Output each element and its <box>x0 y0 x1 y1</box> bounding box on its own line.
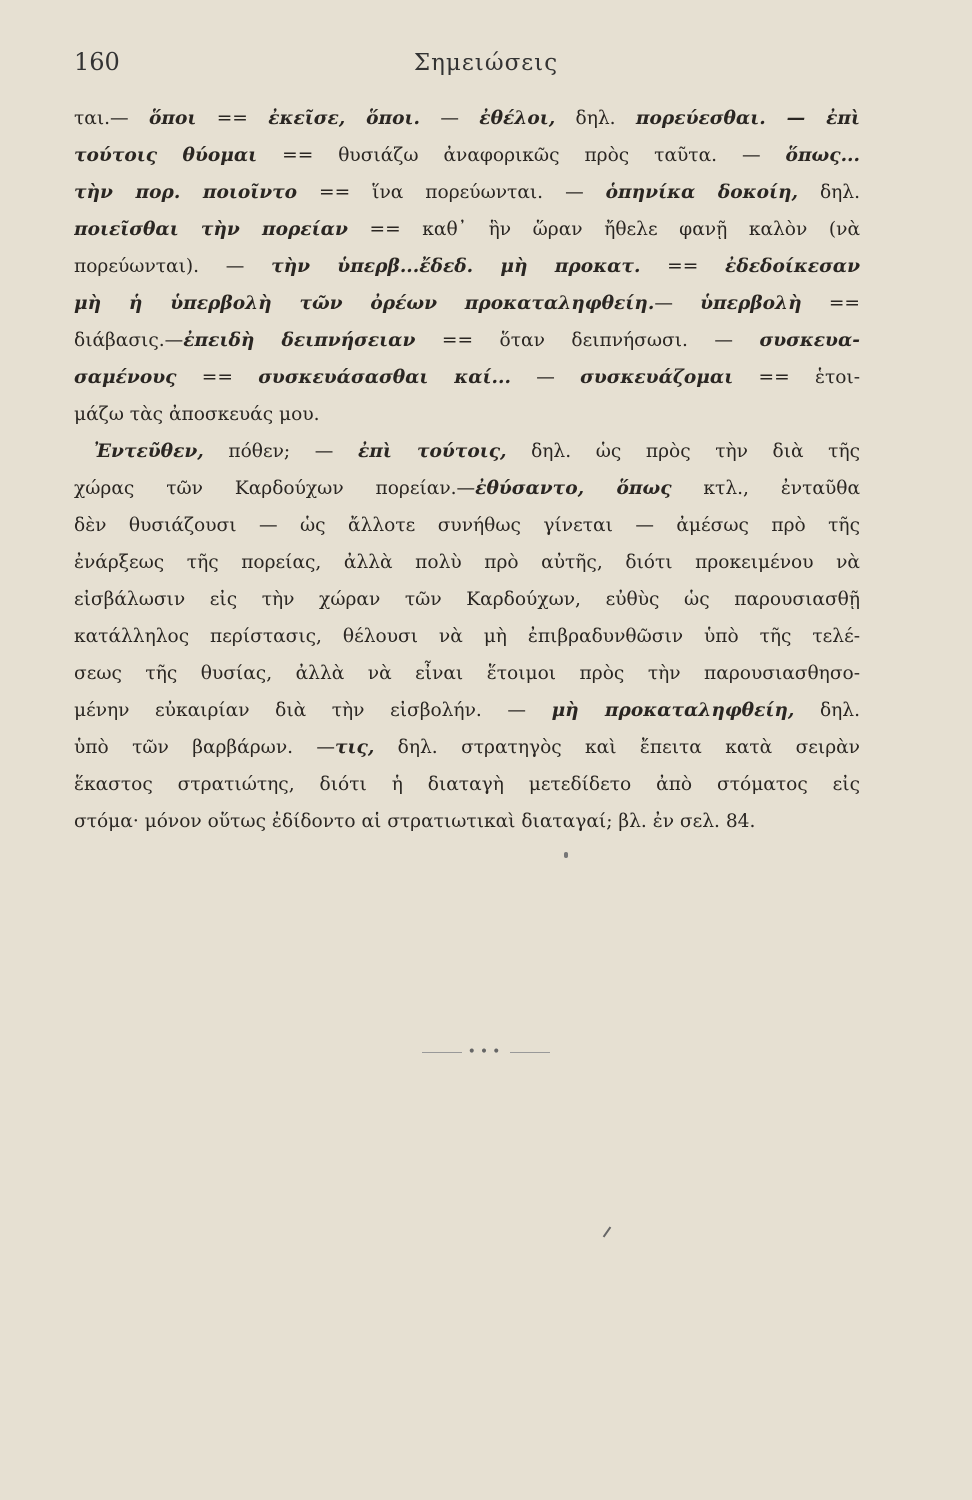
gloss-text: διάβασις.— <box>74 330 184 351</box>
gloss-text: δηλ. <box>555 108 636 129</box>
ink-mark <box>603 1227 612 1238</box>
gloss-text: == ἵνα πορεύωνται. — <box>297 182 606 203</box>
section-ornament: ••• <box>0 1044 972 1060</box>
gloss-text: == θυσιάζω ἀναφορικῶς πρὸς ταῦτα. — <box>257 145 786 166</box>
lemma-term: ἐπὶ τούτοις, <box>357 441 507 462</box>
text-line <box>74 100 860 137</box>
gloss-text: == <box>801 293 860 314</box>
gloss-text: χώρας τῶν Καρδούχων πορείαν.— <box>74 478 476 499</box>
lemma-term: τις, <box>335 737 375 758</box>
ink-speck <box>564 852 568 858</box>
gloss-text: ἐνάρξεως τῆς πορείας, ἀλλὰ πολὺ πρὸ αὐτῆς, διότι προκειμένου νὰ <box>74 552 860 573</box>
text-line <box>74 248 860 285</box>
text-line <box>74 359 860 396</box>
gloss-text: πόθεν; — <box>203 441 358 462</box>
gloss-text: δηλ. στρατηγὸς καὶ ἔπειτα κατὰ σειρὰν <box>374 737 860 758</box>
notes-body <box>74 100 860 840</box>
text-line <box>74 174 860 211</box>
gloss-text: κτλ., ἐνταῦθα <box>671 478 860 499</box>
gloss-text: δηλ. ὡς πρὸς τὴν διὰ τῆς <box>506 441 860 462</box>
text-line <box>74 655 860 692</box>
page-number: 160 <box>74 48 120 76</box>
text-line <box>74 137 860 174</box>
lemma-term: ἐθύσαντο, ὅπως <box>475 478 672 499</box>
gloss-text: μένην εὐκαιρίαν διὰ τὴν εἰσβολήν. — <box>74 700 552 721</box>
text-line <box>74 544 860 581</box>
gloss-text: ἕκαστος στρατιώτης, διότι ἡ διαταγὴ μετεδίδετο ἀπὸ στόματος εἰς <box>74 774 860 795</box>
gloss-text: == ἑτοι- <box>733 367 860 388</box>
text-line <box>74 507 860 544</box>
text-line <box>74 433 860 470</box>
lemma-term: συσκευα- <box>759 330 860 351</box>
gloss-text: ὑπὸ τῶν βαρβάρων. — <box>74 737 335 758</box>
lemma-term: τούτοις θύομαι <box>74 145 258 166</box>
gloss-text: — <box>510 367 581 388</box>
text-line <box>74 803 860 840</box>
lemma-term: συσκευάσασθαι καί... <box>258 367 511 388</box>
gloss-text: == καθ᾽ ἣν ὥραν ἤθελε φανῇ καλὸν (νὰ <box>347 219 860 240</box>
text-line <box>74 766 860 803</box>
gloss-text: == ὅταν δειπνήσωσι. — <box>415 330 760 351</box>
lemma-term: ὁπηνίκα δοκοίη, <box>605 182 798 203</box>
gloss-text: στόμα· μόνον οὕτως ἐδίδοντο αἱ στρατιωτικαὶ διαταγαί; βλ. ἐν σελ. 84. <box>74 811 756 832</box>
lemma-term: ποιεῖσθαι τὴν πορείαν <box>74 219 348 240</box>
text-line <box>74 285 860 322</box>
lemma-term: ἐπειδὴ δειπνήσειαν <box>183 330 416 351</box>
lemma-term: ὅπως... <box>785 145 860 166</box>
lemma-term: τὴν πορ. ποιοῖντο <box>74 182 298 203</box>
lemma-term: τὴν ὑπερβ...ἔδεδ. μὴ προκατ. <box>271 256 641 277</box>
text-line <box>74 396 860 433</box>
text-line <box>74 322 860 359</box>
gloss-text: == <box>640 256 726 277</box>
gloss-text: σεως τῆς θυσίας, ἀλλὰ νὰ εἶναι ἕτοιμοι πρὸς τὴν παρουσιασθησο- <box>74 663 860 684</box>
gloss-text: δηλ. <box>797 182 860 203</box>
gloss-text: πορεύωνται). — <box>74 256 272 277</box>
gloss-text: — <box>420 108 480 129</box>
lemma-term: ἐδεδοίκεσαν <box>725 256 860 277</box>
text-line <box>74 211 860 248</box>
lemma-term: μὴ προκαταληφθείη, <box>551 700 795 721</box>
gloss-text: == <box>176 367 259 388</box>
text-line <box>74 618 860 655</box>
lemma-term: Ἐντεῦθεν, <box>94 441 204 462</box>
text-line <box>74 470 860 507</box>
lemma-term: μὴ ἡ ὑπερβολὴ τῶν ὀρέων προκαταληφθείη. <box>74 293 655 314</box>
gloss-text: ται.— <box>74 108 149 129</box>
gloss-text: εἰσβάλωσιν εἰς τὴν χώραν τῶν Καρδούχων, εὐθὺς ὡς παρουσιασθῇ <box>74 589 860 610</box>
gloss-text: == <box>196 108 269 129</box>
lemma-term: ἐθέλοι, <box>479 108 556 129</box>
text-line <box>74 692 860 729</box>
gloss-text: κατάλληλος περίστασις, θέλουσι νὰ μὴ ἐπιβραδυνθῶσιν ὑπὸ τῆς τελέ- <box>74 626 860 647</box>
gloss-text: — <box>654 293 701 314</box>
gloss-text: μάζω τὰς ἀποσκευάς μου. <box>74 404 320 425</box>
gloss-text: δηλ. <box>794 700 860 721</box>
lemma-term: ἐκεῖσε, ὅποι. <box>268 108 421 129</box>
text-line <box>74 581 860 618</box>
header-title: Σημειώσεις <box>413 50 559 76</box>
lemma-term: ὑπερβολὴ <box>700 293 802 314</box>
lemma-term: πορεύεσθαι. — ἐπὶ <box>635 108 860 129</box>
lemma-term: ὅποι <box>148 108 197 129</box>
text-line <box>74 729 860 766</box>
lemma-term: σαμένους <box>74 367 177 388</box>
running-head <box>0 48 972 88</box>
lemma-term: συσκευάζομαι <box>580 367 734 388</box>
gloss-text: δὲν θυσιάζουσι — ὡς ἄλλοτε συνήθως γίνεται — ἀμέσως πρὸ τῆς <box>74 515 860 536</box>
